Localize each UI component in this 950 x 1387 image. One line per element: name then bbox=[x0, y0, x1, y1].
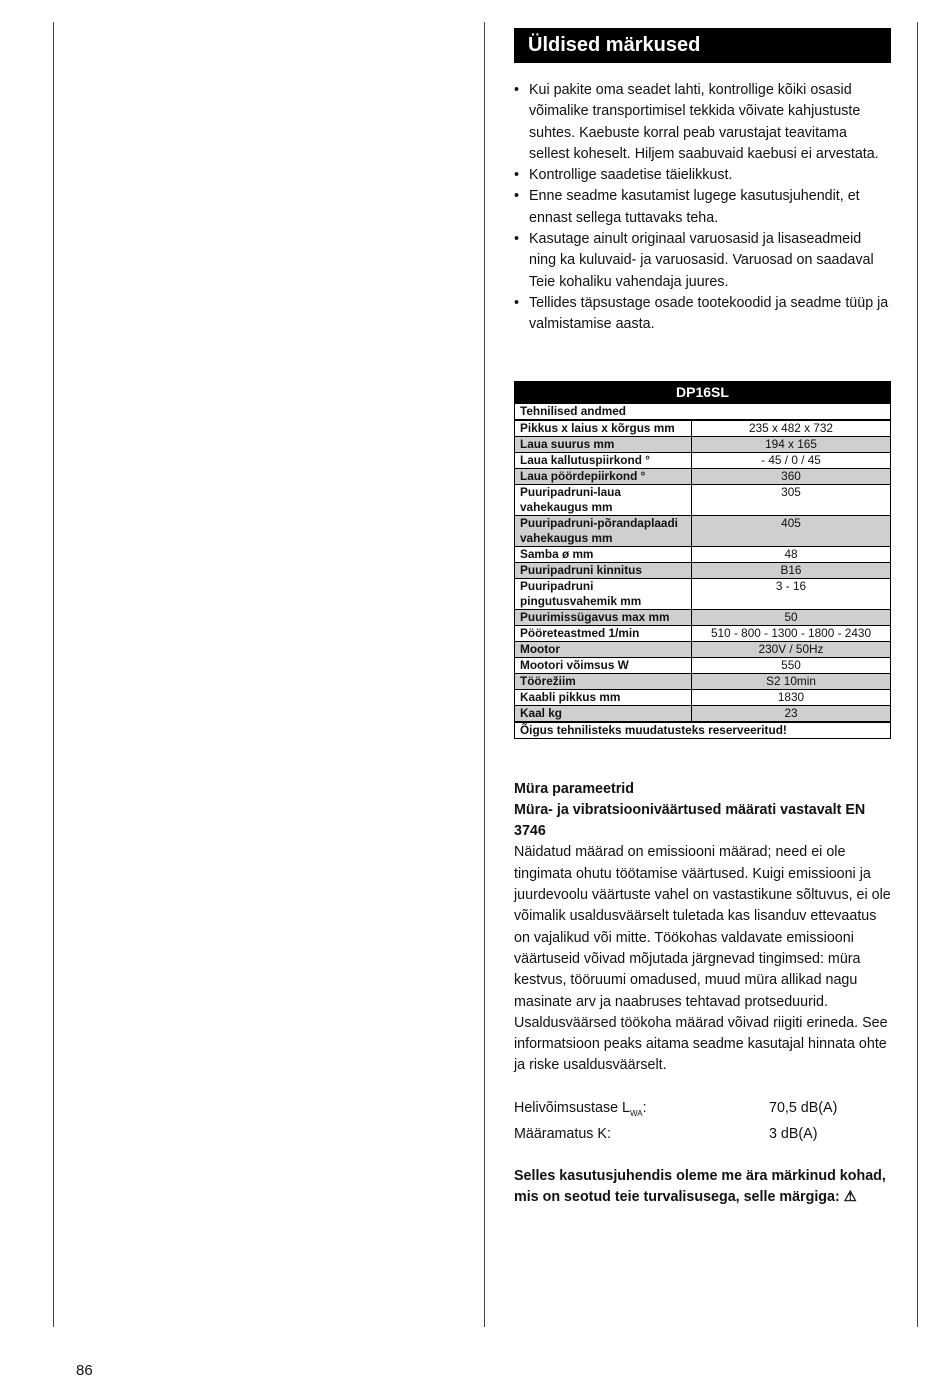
general-notes-list bbox=[514, 80, 891, 336]
list-item: • Enne seadme kasutamist lugege kasutusjuhendit, et ennast sellega tuttavaks teha. bbox=[514, 188, 860, 226]
table-row: Laua pöördepiirkond ° 360 bbox=[515, 468, 891, 484]
table-row: Laua kallutuspiirkond ° - 45 / 0 / 45 bbox=[515, 452, 891, 468]
list-item: • Kui pakite oma seadet lahti, kontrollige kõiki osasid võimalike transportimisel tekkida võivate kahjustuste suhtes. Kaebuste korral peab varustajat teavitama sellest koheselt. Hiljem saabuvaid kaebusi ei arvestata. bbox=[514, 82, 879, 162]
table-row: Puurimissügavus max mm 50 bbox=[515, 609, 891, 625]
spec-table bbox=[514, 381, 891, 739]
noise-subtitle: Müra- ja vibratsiooniväärtused määrati vastavalt EN 3746 bbox=[514, 801, 866, 840]
table-row: Kaal kg 23 bbox=[515, 705, 891, 722]
page-number: 86 bbox=[76, 1362, 93, 1379]
noise-title: Müra parameetrid bbox=[514, 780, 634, 797]
table-row: Puuripadruni-laua vahekaugus mm 305 bbox=[515, 484, 891, 515]
content-column bbox=[514, 28, 891, 1209]
spec-table-header bbox=[515, 381, 891, 403]
table-row: Pööreteastmed 1/min 510 - 800 - 1300 - 1800 - 2430 bbox=[515, 625, 891, 641]
list-item: • Kasutage ainult originaal varuosasid ja lisaseadmeid ning ka kuluvaid- ja varuosasid. Varuosad on saadaval Teie kohaliku vahendaja juures. bbox=[514, 231, 874, 290]
table-row: Pikkus x laius x kõrgus mm 235 x 482 x 732 bbox=[515, 420, 891, 437]
table-row: Töörežiim S2 10min bbox=[515, 673, 891, 689]
model-name: DP16SL bbox=[515, 381, 891, 403]
sound-power-label: Helivõimsustase L bbox=[514, 1099, 631, 1116]
bullet-icon: • bbox=[514, 188, 520, 205]
list-item: • Tellides täpsustage osade tootekoodid ja seadme tüüp ja valmistamise aasta. bbox=[514, 294, 889, 333]
noise-levels bbox=[514, 1098, 891, 1145]
sound-power-row: Helivõimsustase $L_{WA}$: 70,5 dB(A) bbox=[514, 1098, 891, 1124]
table-row: Puuripadruni kinnitus B16 bbox=[515, 562, 891, 578]
spec-table-subheader: Tehnilised andmed bbox=[515, 403, 891, 420]
bullet-icon: • bbox=[514, 231, 520, 248]
uncertainty-label: Määramatus K: bbox=[514, 1125, 611, 1142]
uncertainty-value: 3 dB(A) bbox=[769, 1125, 818, 1142]
center-column-rule bbox=[484, 22, 485, 1327]
right-margin-rule bbox=[917, 22, 918, 1327]
bullet-icon: • bbox=[514, 294, 520, 311]
spec-table-footer: Õigus tehnilisteks muudatusteks reserveeritud! bbox=[515, 722, 891, 739]
bullet-icon: • bbox=[514, 167, 520, 184]
warning-triangle-icon: ⚠ bbox=[843, 1189, 857, 1206]
table-row: Puuripadruni-põrandaplaadi vahekaugus mm 405 bbox=[515, 515, 891, 546]
sound-power-value: 70,5 dB(A) bbox=[769, 1099, 838, 1116]
sound-power-subscript: WA bbox=[630, 1108, 643, 1118]
table-row: Samba ø mm 48 bbox=[515, 546, 891, 562]
section-title: Üldised märkused bbox=[514, 28, 891, 63]
noise-body: Näidatud määrad on emissiooni määrad; need ei ole tingimata ohutu töötamise väärtused. Kuigi emissiooni ja juurdevoolu väärtuste vahel on vastastikune sõltuvus, ei ole võimalik usaldusväärselt tuletada kas lisanduv ettevaatus on vajalikud või mitte. Töökohas valdavate emissiooni väärtuseid võivad mõjutada järgnevad tingimsed: müra kestvus, tööruumi omadused, muud müra allikad nagu masinate arv ja naabruses tehtavad protseduurid. Usaldusväärsed töökoha määrad võivad riigiti erineda. See informatsioon peaks aitama seadme kasutajal hinnata ohte ja riske usaldusväärselt. bbox=[514, 844, 891, 1074]
list-item: • Kontrollige saadetise täielikkust. bbox=[514, 165, 891, 186]
bullet-icon: • bbox=[514, 82, 520, 98]
table-row: Mootori võimsus W 550 bbox=[515, 657, 891, 673]
table-row: Kaabli pikkus mm 1830 bbox=[515, 689, 891, 705]
safety-note: Selles kasutusjuhendis oleme me ära märkinud kohad, mis on seotud teie turvalisusega, selle märgiga: ⚠ bbox=[514, 1168, 886, 1206]
left-margin-rule bbox=[53, 22, 54, 1327]
uncertainty-row bbox=[514, 1124, 891, 1145]
table-row: Mootor 230V / 50Hz bbox=[515, 641, 891, 657]
table-row: Puuripadruni pingutusvahemik mm 3 - 16 bbox=[515, 578, 891, 609]
table-row: Laua suurus mm 194 x 165 bbox=[515, 436, 891, 452]
noise-section bbox=[514, 779, 891, 1077]
